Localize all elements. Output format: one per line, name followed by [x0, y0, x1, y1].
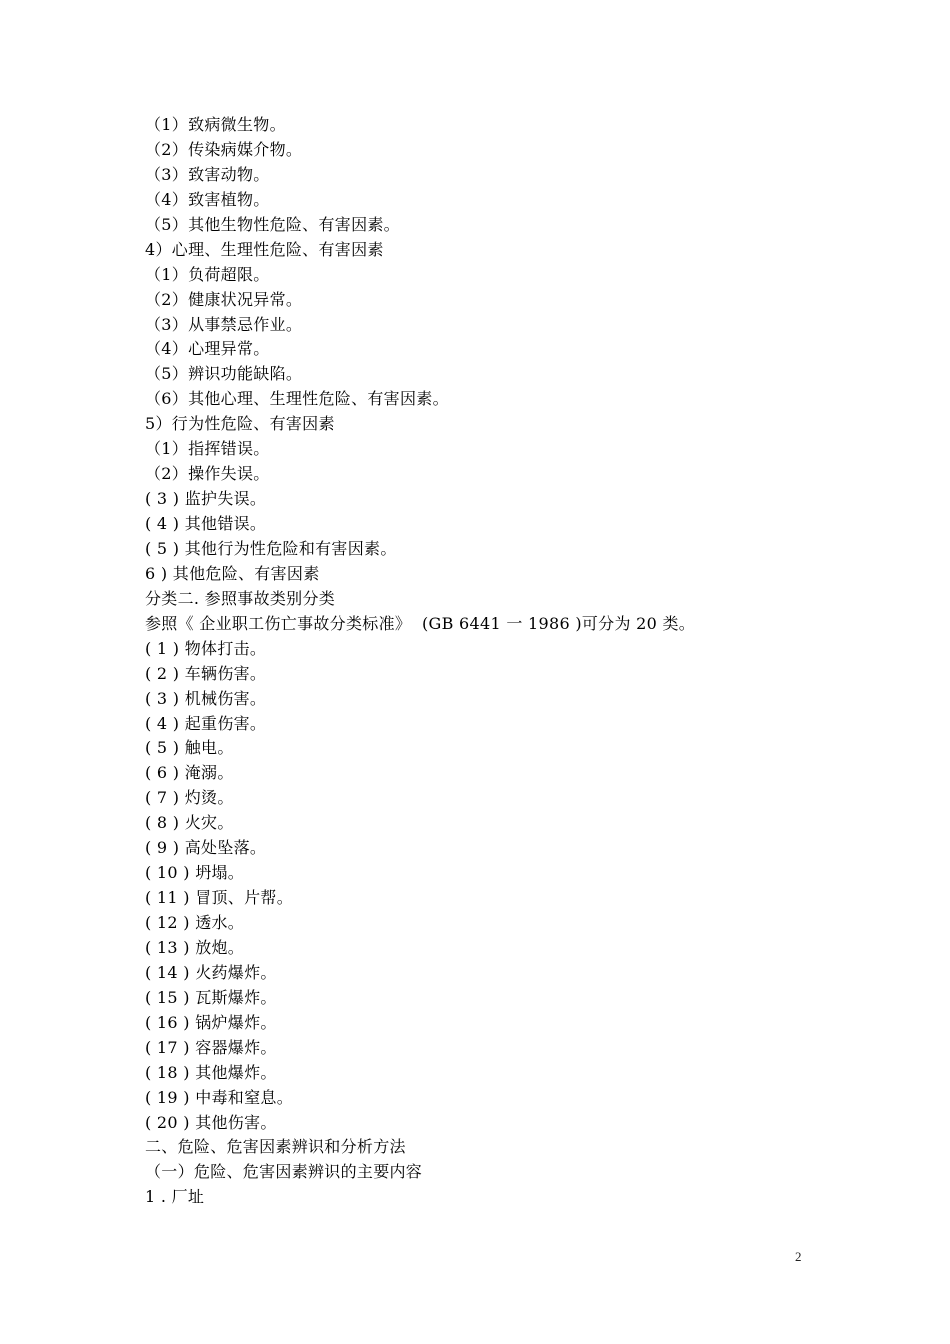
text-line: ( 8 ) 火灾。	[145, 813, 234, 833]
text-line: ( 2 ) 车辆伤害。	[145, 663, 267, 683]
section-heading: 分类二. 参照事故类别分类	[145, 588, 336, 608]
section-heading: 二、危险、危害因素辨识和分析方法	[145, 1137, 406, 1157]
text-line: ( 14 ) 火药爆炸。	[145, 962, 277, 982]
text-line: ( 20 ) 其他伤害。	[145, 1112, 277, 1132]
text-line: ( 3 ) 监护失误。	[145, 489, 267, 509]
section-heading: 4）心理、生理性危险、有害因素	[145, 239, 384, 259]
text-line: （4）心理异常。	[145, 339, 270, 359]
text-line: ( 18 ) 其他爆炸。	[145, 1062, 277, 1082]
text-line: 参照《 企业职工伤亡事故分类标准》 (GB 6441 一 1986 )可分为 20 类。	[145, 613, 696, 633]
text-line: （1）指挥错误。	[145, 439, 270, 459]
text-line: （2）操作失误。	[145, 464, 270, 484]
text-line: ( 15 ) 瓦斯爆炸。	[145, 987, 277, 1007]
section-heading: （一）危险、危害因素辨识的主要内容	[145, 1162, 423, 1182]
text-line: （2）健康状况异常。	[145, 289, 303, 309]
text-line: ( 1 ) 物体打击。	[145, 638, 267, 658]
text-line: ( 5 ) 其他行为性危险和有害因素。	[145, 538, 397, 558]
text-line: ( 5 ) 触电。	[145, 738, 234, 758]
text-line: （6）其他心理、生理性危险、有害因素。	[145, 389, 449, 409]
document-body	[145, 113, 845, 1210]
text-line: （5）其他生物性危险、有害因素。	[145, 214, 400, 234]
text-line: ( 13 ) 放炮。	[145, 937, 245, 957]
text-line: ( 4 ) 其他错误。	[145, 514, 267, 533]
text-line: ( 4 ) 起重伤害。	[145, 713, 267, 733]
text-line: （5）辨识功能缺陷。	[145, 364, 303, 384]
text-line: （2）传染病媒介物。	[145, 139, 303, 159]
page-number: 2	[795, 1249, 802, 1264]
text-line: ( 12 ) 透水。	[145, 913, 245, 932]
text-line: ( 11 ) 冒顶、片帮。	[145, 888, 294, 908]
section-heading: 1 . 厂址	[145, 1187, 205, 1207]
text-line: ( 17 ) 容器爆炸。	[145, 1037, 277, 1057]
section-heading: 5）行为性危险、有害因素	[145, 414, 335, 434]
text-line: （1）负荷超限。	[145, 264, 270, 284]
text-line: （4）致害植物。	[145, 189, 270, 209]
text-line: ( 10 ) 坍塌。	[145, 863, 245, 883]
text-line: （1）致病微生物。	[145, 115, 286, 134]
section-heading: 6 ) 其他危险、有害因素	[145, 563, 320, 583]
text-line: ( 16 ) 锅炉爆炸。	[145, 1012, 277, 1032]
text-line: ( 3 ) 机械伤害。	[145, 688, 267, 708]
text-line: ( 6 ) 淹溺。	[145, 763, 234, 783]
text-line: ( 19 ) 中毒和窒息。	[145, 1087, 294, 1107]
text-line: ( 7 ) 灼烫。	[145, 788, 234, 808]
text-line: （3）从事禁忌作业。	[145, 314, 303, 334]
text-line: ( 9 ) 高处坠落。	[145, 838, 267, 858]
text-line: （3）致害动物。	[145, 164, 270, 184]
